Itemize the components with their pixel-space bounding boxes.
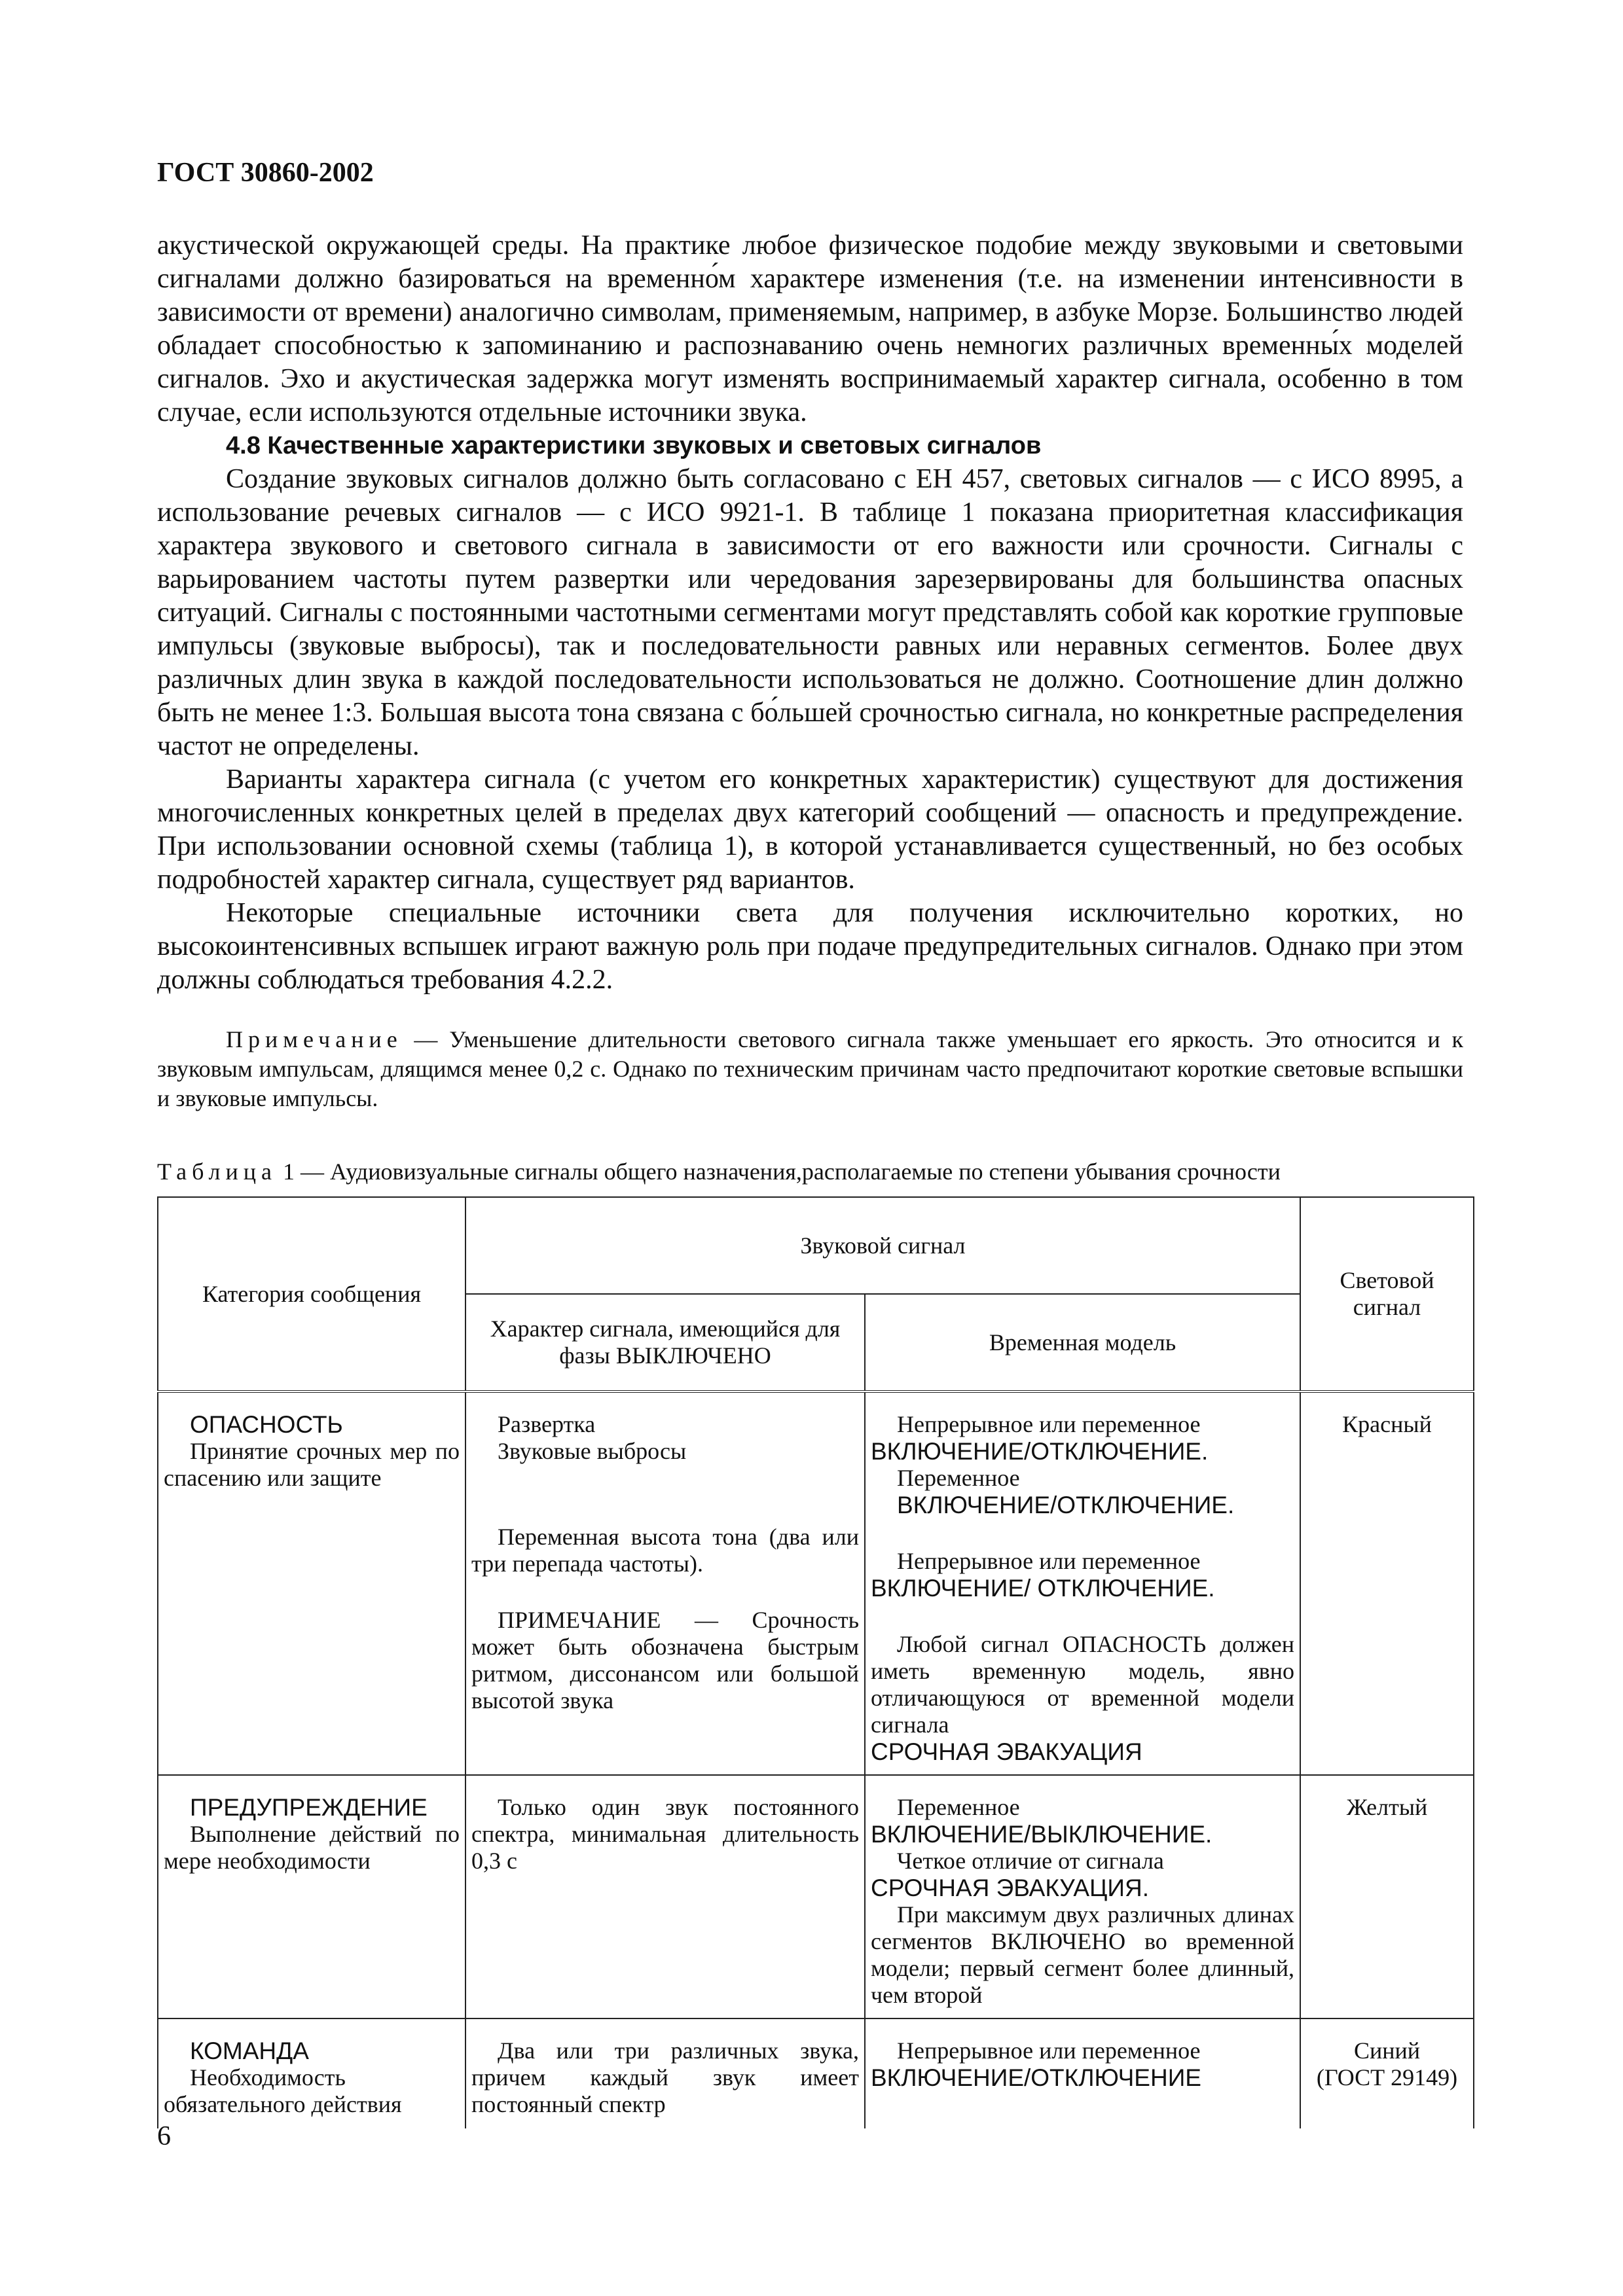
character-line: Развертка bbox=[498, 1411, 596, 1437]
table-caption-text: 1 — Аудиовизуальные сигналы общего назначения,располагаемые по степени убывания срочности bbox=[276, 1158, 1281, 1185]
time-line: Переменное bbox=[897, 1465, 1020, 1491]
cell-category bbox=[158, 1775, 465, 2018]
time-line: ВКЛЮЧЕНИЕ/ОТКЛЮЧЕНИЕ. bbox=[871, 1438, 1209, 1465]
cell-light: Желтый bbox=[1300, 1775, 1474, 2018]
cell-character bbox=[465, 1775, 865, 2018]
time-line: Непрерывное или переменное bbox=[897, 2037, 1201, 2064]
cell-light: Красный bbox=[1300, 1391, 1474, 1775]
time-line: Четкое отличие от сигнала bbox=[897, 1848, 1164, 1874]
table-caption-label: Таблица bbox=[157, 1158, 277, 1185]
note-text: — Уменьшение длительности светового сигнала также уменьшает его яркость. Это относится и к звуковым импульсам, длящимся менее 0,2 с. Однако по техническим причинам часто предпочитают короткие световые вспышки и звуковые импульсы. bbox=[157, 1026, 1463, 1111]
character-line: Звуковые выбросы bbox=[498, 1438, 687, 1464]
header-sound: Звуковой сигнал bbox=[465, 1197, 1300, 1294]
page-number: 6 bbox=[157, 2121, 171, 2151]
paragraph-1: акустической окружающей среды. На практике любое физическое подобие между звуковыми и световыми сигналами должно базироваться на временно́м характере изменения (т.е. на изменении интенсивности в зависимости от времени) аналогично символам, применяемым, например, в азбуке Морзе. Большинство людей обладает способностью к запоминанию и распознаванию очень немногих различных временны́х моделей сигналов. Эхо и акустическая задержка могут изменять воспринимаемый характер сигнала, особенно в том случае, если используются отдельные источники звука. bbox=[157, 230, 1463, 427]
time-line: ВКЛЮЧЕНИЕ/ОТКЛЮЧЕНИЕ. bbox=[897, 1492, 1235, 1518]
cell-character bbox=[465, 1391, 865, 1775]
cell-time-model bbox=[865, 1391, 1300, 1775]
category-title: ОПАСНОСТЬ bbox=[190, 1411, 343, 1438]
note-label: Примечание bbox=[226, 1026, 403, 1052]
header-category: Категория сообщения bbox=[158, 1197, 465, 1391]
cell-time-model bbox=[865, 2018, 1300, 2128]
character-note: ПРИМЕЧАНИЕ — Срочность может быть обозначена быстрым ритмом, диссонансом или большой высотой звука bbox=[471, 1607, 859, 1713]
table-row-command bbox=[158, 2018, 1474, 2128]
character-line: Два или три различных звука, причем каждый звук имеет постоянный спектр bbox=[471, 2037, 859, 2117]
table-row-warning bbox=[158, 1775, 1474, 2018]
character-line: Переменная высота тона (два или три перепада частоты). bbox=[471, 1524, 859, 1577]
document-header: ГОСТ 30860-2002 bbox=[157, 158, 374, 188]
time-line: Непрерывное или переменное bbox=[897, 1411, 1201, 1437]
time-line: Любой сигнал ОПАСНОСТЬ должен иметь временную модель, явно отличающуюся от временной модели сигнала bbox=[871, 1631, 1294, 1738]
category-title: ПРЕДУПРЕЖДЕНИЕ bbox=[190, 1794, 428, 1821]
light-reference: (ГОСТ 29149) bbox=[1316, 2064, 1458, 2090]
header-character: Характер сигнала, имеющийся для фазы ВЫКЛЮЧЕНО bbox=[465, 1294, 865, 1391]
cell-light bbox=[1300, 2018, 1474, 2128]
time-line: СРОЧНАЯ ЭВАКУАЦИЯ bbox=[871, 1738, 1142, 1765]
cell-time-model bbox=[865, 1775, 1300, 2018]
category-desc: Выполнение действий по мере необходимости bbox=[164, 1821, 460, 1874]
header-time-model: Временная модель bbox=[865, 1294, 1300, 1391]
time-line: При максимум двух различных длинах сегментов ВКЛЮЧЕНО во временной модели; первый сегмент более длинный, чем второй bbox=[871, 1901, 1294, 2008]
time-line: Непрерывное или переменное bbox=[897, 1548, 1201, 1574]
table-row-danger bbox=[158, 1391, 1474, 1775]
time-line: ВКЛЮЧЕНИЕ/ВЫКЛЮЧЕНИЕ. bbox=[871, 1821, 1213, 1848]
header-light: Световой сигнал bbox=[1300, 1197, 1474, 1391]
cell-category bbox=[158, 2018, 465, 2128]
time-line: Переменное bbox=[897, 1794, 1020, 1820]
category-title: КОМАНДА bbox=[190, 2037, 309, 2064]
cell-character bbox=[465, 2018, 865, 2128]
body-text bbox=[157, 229, 1463, 997]
category-desc: Принятие срочных мер по спасению или защите bbox=[164, 1438, 460, 1491]
table-caption bbox=[157, 1157, 1463, 1186]
category-desc: Необходимость обязательного действия bbox=[164, 2064, 402, 2117]
note bbox=[157, 1025, 1463, 1113]
signals-table bbox=[157, 1196, 1474, 2128]
time-line: СРОЧНАЯ ЭВАКУАЦИЯ. bbox=[871, 1874, 1149, 1901]
light-color: Синий bbox=[1353, 2037, 1421, 2064]
character-line: Только один звук постоянного спектра, минимальная длительность 0,3 с bbox=[471, 1794, 859, 1874]
paragraph-4: Некоторые специальные источники света для получения исключительно коротких, но высокоинтенсивных вспышек играют важную роль при подаче предупредительных сигналов. Однако при этом должны соблюдаться требования 4.2.2. bbox=[157, 898, 1463, 995]
cell-category bbox=[158, 1391, 465, 1775]
time-line: ВКЛЮЧЕНИЕ/ ОТКЛЮЧЕНИЕ. bbox=[871, 1575, 1215, 1602]
paragraph-3: Варианты характера сигнала (с учетом его конкретных характеристик) существуют для достижения многочисленных конкретных целей в пределах двух категорий сообщений — опасность и предупреждение. При использовании основной схемы (таблица 1), в которой устанавливается существенный, но без особых подробностей характер сигнала, существует ряд вариантов. bbox=[157, 764, 1463, 895]
time-line: ВКЛЮЧЕНИЕ/ОТКЛЮЧЕНИЕ bbox=[871, 2064, 1201, 2091]
section-heading: 4.8 Качественные характеристики звуковых и световых сигналов bbox=[226, 432, 1042, 459]
paragraph-2: Создание звуковых сигналов должно быть согласовано с ЕН 457, световых сигналов — с ИСО 8995, а использование речевых сигналов — с ИСО 9921-1. В таблице 1 показана приоритетная классификация характера звукового и светового сигнала в зависимости от его важности или срочности. Сигналы с варьированием частоты путем развертки или чередования зарезервированы для большинства опасных ситуаций. Сигналы с постоянными частотными сегментами могут представлять собой как короткие групповые импульсы (звуковые выбросы), так и последовательности равных или неравных сегментов. Более двух различных длин звука в каждой последовательности использоваться не должно. Соотношение длин должно быть не менее 1:3. Большая высота тона связана с бо́льшей срочностью сигнала, но конкретные распределения частот не определены. bbox=[157, 464, 1463, 761]
